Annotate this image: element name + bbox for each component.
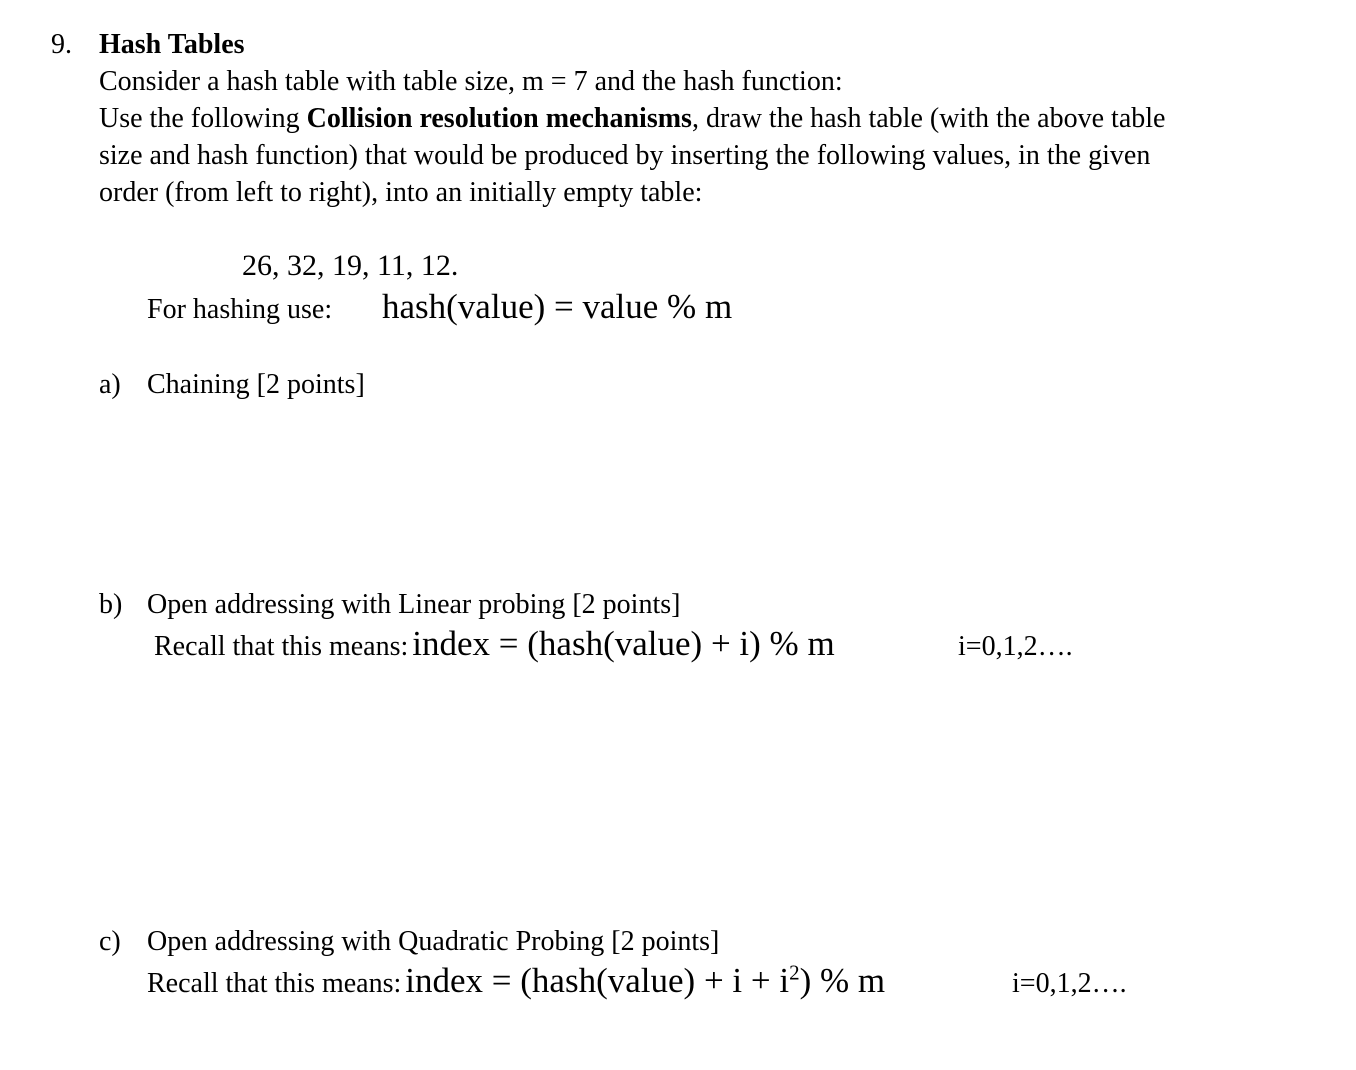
part-b-label: Open addressing with Linear probing [2 points] [147,589,681,620]
part-b-i-range: i=0,1,2…. [958,631,1073,662]
instruction-line-2: size and hash function) that would be produced by inserting the following values, in the given [99,140,1151,171]
question-number: 9. [51,29,72,60]
values-line: 26, 32, 19, 11, 12. [242,249,459,282]
part-a-marker: a) [99,369,121,400]
hashing-line [147,287,732,327]
instruction-line-3: order (from left to right), into an initially empty table: [99,177,703,208]
part-c-marker: c) [99,926,121,957]
part-c-formula [405,961,885,1000]
hashing-formula: hash(value) = value % m [382,287,733,326]
hashing-label: For hashing use: [147,294,333,325]
instruction-line-1 [99,102,1165,136]
part-c-formula-pre: index = (hash(value) + i + i [405,961,790,1000]
intro-line: Consider a hash table with table size, m = 7 and the hash function: [99,66,843,97]
part-b-formula: index = (hash(value) + i) % m [412,624,835,663]
part-c-recall-line [147,961,885,1001]
question-title: Hash Tables [99,29,245,60]
part-c-formula-post: ) % m [799,961,886,1000]
part-b-recall-label: Recall that this means: [154,631,409,662]
instruction-prefix: Use the following [99,103,307,134]
part-a-label: Chaining [2 points] [147,369,365,400]
part-c-formula-sup: 2 [789,960,800,985]
instruction-bold: Collision resolution mechanisms [306,103,692,134]
part-c-i-range: i=0,1,2…. [1012,968,1127,999]
part-c-recall-label: Recall that this means: [147,968,402,999]
part-b-marker: b) [99,589,123,620]
part-b-recall-line [154,624,835,664]
part-c-label: Open addressing with Quadratic Probing [2 points] [147,926,720,957]
instruction-suffix: , draw the hash table (with the above table [691,103,1166,134]
